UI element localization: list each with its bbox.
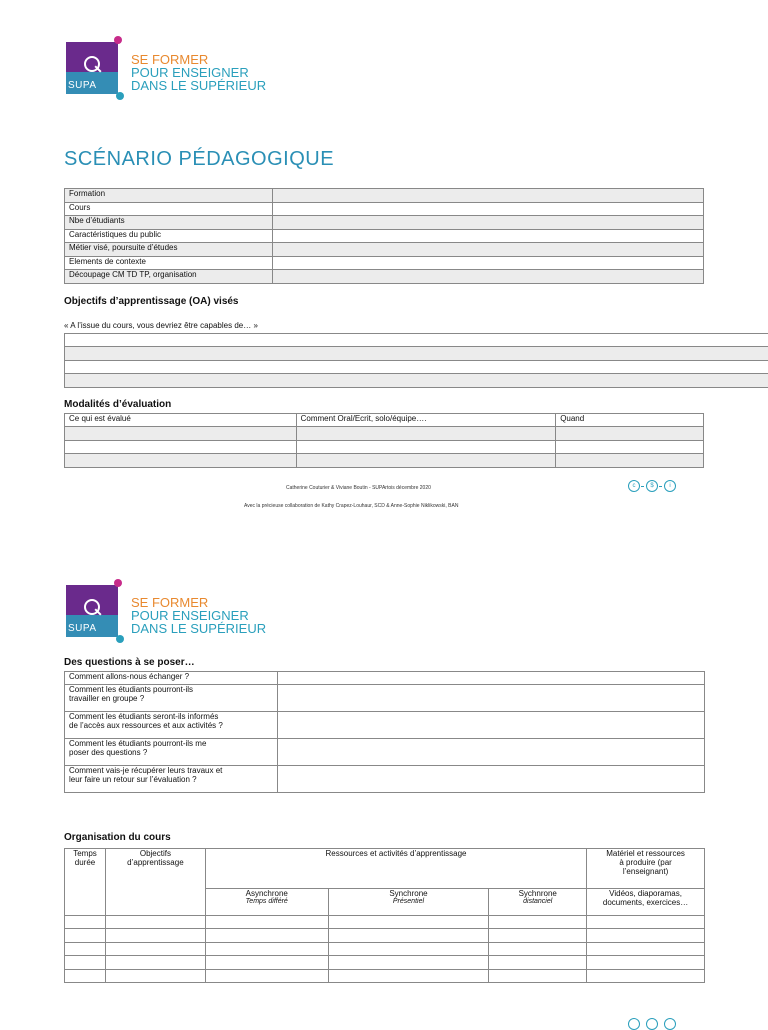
- col-asynchrone: Asynchrone Temps différé: [205, 889, 328, 916]
- info-value-cell[interactable]: [272, 230, 703, 243]
- question-cell: Comment allons-nous échanger ?: [65, 672, 278, 685]
- answer-cell[interactable]: [277, 672, 704, 685]
- table-row: [65, 243, 704, 257]
- info-value-cell[interactable]: [272, 257, 703, 270]
- table-row: [65, 739, 705, 766]
- table-row: [65, 766, 705, 793]
- question-cell: Comment vais-je récupérer leurs travaux et leur faire un retour sur l’évaluation ?: [65, 766, 278, 793]
- cc-icon: c: [628, 480, 640, 492]
- by-icon: [664, 1018, 676, 1030]
- org-heading: Organisation du cours: [64, 832, 171, 843]
- table-row: [65, 374, 768, 388]
- cc-icon: [628, 1018, 640, 1030]
- eval-table: [64, 413, 704, 468]
- oa-table: [64, 333, 768, 388]
- table-row: [65, 347, 768, 361]
- table-row: [65, 216, 704, 230]
- table-row: [65, 970, 705, 983]
- footer-authors: Catherine Couturier & Viviane Boutin - SUPArtois décembre 2020: [286, 485, 431, 491]
- questions-heading: Des questions à se poser…: [64, 657, 195, 668]
- eval-col-header: Ce qui est évalué: [65, 414, 297, 427]
- tagline-line-3: DANS LE SUPÉRIEUR: [131, 79, 266, 92]
- by-icon: i: [664, 480, 676, 492]
- question-cell: Comment les étudiants pourront-ils me poser des questions ?: [65, 739, 278, 766]
- table-row: [65, 427, 704, 441]
- eval-cell[interactable]: [556, 454, 704, 468]
- info-value-cell[interactable]: [272, 216, 703, 230]
- info-value-cell[interactable]: [272, 270, 703, 284]
- separator-dot: [641, 486, 644, 487]
- col-temps: Temps durée: [65, 849, 106, 916]
- eval-cell[interactable]: [65, 454, 297, 468]
- info-value-cell[interactable]: [272, 189, 703, 203]
- org-table: [64, 848, 705, 983]
- tagline-line-3: DANS LE SUPÉRIEUR: [131, 622, 266, 635]
- table-row: [65, 361, 768, 374]
- oa-cell[interactable]: [65, 334, 768, 347]
- table-row: [65, 414, 704, 427]
- col-objectifs: Objectifs d’apprentissage: [105, 849, 205, 916]
- eval-cell[interactable]: [556, 427, 704, 441]
- separator-dot: [659, 486, 662, 487]
- col-synchrone: Synchrone Présentiel: [328, 889, 489, 916]
- col-ressources: Ressources et activités d’apprentissage: [205, 849, 586, 889]
- info-label-public: Caractéristiques du public: [65, 230, 273, 243]
- answer-cell[interactable]: [277, 685, 704, 712]
- page-title: SCÉNARIO PÉDAGOGIQUE: [64, 148, 334, 171]
- eval-cell[interactable]: [296, 427, 556, 441]
- nc-icon: $: [646, 480, 658, 492]
- eval-cell[interactable]: [296, 454, 556, 468]
- oa-cell[interactable]: [65, 361, 768, 374]
- logo-brand-text: SUPA: [68, 80, 97, 91]
- logo-tagline: [131, 53, 266, 92]
- eval-col-header: Quand: [556, 414, 704, 427]
- logo-tagline-page2: [131, 596, 266, 635]
- eval-cell[interactable]: [65, 441, 297, 454]
- nc-icon: [646, 1018, 658, 1030]
- table-row: [65, 334, 768, 347]
- info-label-decoupage: Découpage CM TD TP, organisation: [65, 270, 273, 284]
- table-row: [65, 916, 705, 929]
- table-row: [65, 189, 704, 203]
- table-row: [65, 712, 705, 739]
- info-value-cell[interactable]: [272, 203, 703, 216]
- eval-cell[interactable]: [65, 427, 297, 441]
- supa-logo: [66, 42, 118, 94]
- col-materiel: Matériel et ressources à produire (par l’enseignant): [587, 849, 705, 889]
- tagline-line-1: SE FORMER: [131, 53, 266, 66]
- answer-cell[interactable]: [277, 766, 704, 793]
- table-row: [65, 929, 705, 943]
- questions-table: [64, 671, 705, 793]
- table-row: [65, 454, 704, 468]
- answer-cell[interactable]: [277, 712, 704, 739]
- table-row: [65, 685, 705, 712]
- col-sychnrone: Sychnrone distanciel: [489, 889, 587, 916]
- table-row: [65, 672, 705, 685]
- table-row: [65, 203, 704, 216]
- logo-brand-text: SUPA: [68, 623, 97, 634]
- answer-cell[interactable]: [277, 739, 704, 766]
- table-row: [65, 956, 705, 970]
- oa-heading: Objectifs d’apprentissage (OA) visés: [64, 296, 239, 307]
- info-label-contexte: Elements de contexte: [65, 257, 273, 270]
- eval-col-header: Comment Oral/Ecrit, solo/équipe….: [296, 414, 556, 427]
- table-row: [65, 230, 704, 243]
- info-label-formation: Formation: [65, 189, 273, 203]
- info-label-cours: Cours: [65, 203, 273, 216]
- table-row: [65, 943, 705, 956]
- question-cell: Comment les étudiants seront-ils informés de l’accès aux ressources et aux activités ?: [65, 712, 278, 739]
- eval-cell[interactable]: [296, 441, 556, 454]
- question-cell: Comment les étudiants pourront-ils travailler en groupe ?: [65, 685, 278, 712]
- table-row: [65, 270, 704, 284]
- eval-cell[interactable]: [556, 441, 704, 454]
- supa-logo-page2: [66, 585, 118, 637]
- table-row: [65, 441, 704, 454]
- oa-cell[interactable]: [65, 374, 768, 388]
- tagline-line-2: POUR ENSEIGNER: [131, 609, 266, 622]
- table-row: [65, 257, 704, 270]
- footer-collaboration: Avec la précieuse collaboration de Kathy Crapez-Louhaur, SCD & Anne-Sophie Niklikowski, BAN: [244, 503, 458, 509]
- info-table: [64, 188, 704, 284]
- oa-quote: « A l’issue du cours, vous devriez être capables de… »: [64, 321, 258, 330]
- col-videos: Vidéos, diaporamas, documents, exercices…: [587, 889, 705, 916]
- tagline-line-2: POUR ENSEIGNER: [131, 66, 266, 79]
- info-label-nbe: Nbe d’étudiants: [65, 216, 273, 230]
- info-label-metier: Métier visé, poursuite d’études: [65, 243, 273, 257]
- eval-heading: Modalités d’évaluation: [64, 399, 171, 410]
- tagline-line-1: SE FORMER: [131, 596, 266, 609]
- info-value-cell[interactable]: [272, 243, 703, 257]
- table-row: [65, 849, 705, 889]
- oa-cell[interactable]: [65, 347, 768, 361]
